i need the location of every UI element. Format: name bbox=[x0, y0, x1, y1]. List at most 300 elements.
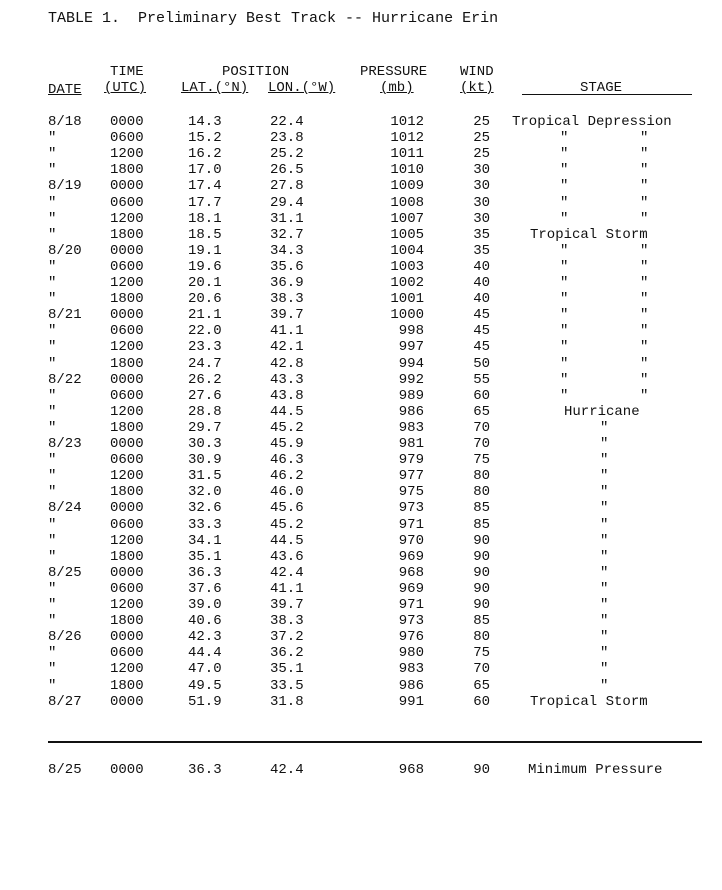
cell-lat: 51.9 bbox=[188, 693, 222, 710]
cell-lon: 39.7 bbox=[270, 307, 304, 324]
cell-wind: 90 bbox=[473, 564, 490, 581]
cell-date: " bbox=[48, 452, 57, 469]
cell-wind: 25 bbox=[473, 130, 490, 147]
stage-header-rule bbox=[522, 94, 692, 95]
cell-date: " bbox=[48, 645, 57, 662]
cell-date: " bbox=[48, 130, 57, 147]
cell-pressure: 977 bbox=[398, 468, 424, 485]
ditto-mark: " bbox=[600, 548, 609, 565]
cell-lon: 25.2 bbox=[270, 146, 304, 163]
cell-date: " bbox=[48, 146, 57, 163]
cell-wind: 90 bbox=[473, 532, 490, 549]
cell-pressure: 976 bbox=[398, 629, 424, 646]
header-stage: STAGE bbox=[580, 80, 623, 96]
cell-wind: 55 bbox=[473, 371, 490, 388]
table-row bbox=[0, 500, 722, 516]
cell-pressure: 986 bbox=[398, 403, 424, 420]
ditto-mark: " bbox=[640, 291, 649, 308]
cell-lon: 36.9 bbox=[270, 275, 304, 291]
footer-pressure: 968 bbox=[398, 762, 424, 778]
cell-pressure: 970 bbox=[398, 532, 424, 549]
cell-wind: 45 bbox=[473, 323, 490, 340]
cell-lon: 31.8 bbox=[270, 693, 304, 710]
table-row bbox=[0, 694, 722, 710]
table-row bbox=[0, 484, 722, 500]
ditto-mark: " bbox=[640, 275, 649, 291]
cell-pressure: 1012 bbox=[390, 130, 424, 147]
cell-wind: 90 bbox=[473, 548, 490, 565]
ditto-mark: " bbox=[560, 242, 569, 259]
cell-date: 8/21 bbox=[48, 307, 82, 324]
cell-time: 0600 bbox=[110, 387, 144, 404]
cell-lat: 17.4 bbox=[188, 178, 222, 195]
ditto-mark: " bbox=[560, 130, 569, 147]
table-row bbox=[0, 162, 722, 178]
cell-date: 8/22 bbox=[48, 371, 82, 388]
table-row bbox=[0, 130, 722, 146]
cell-wind: 25 bbox=[473, 114, 490, 130]
cell-date: " bbox=[48, 355, 57, 372]
cell-time: 0600 bbox=[110, 194, 144, 211]
minimum-pressure-row bbox=[0, 762, 722, 778]
ditto-mark: " bbox=[640, 210, 649, 227]
cell-date: " bbox=[48, 258, 57, 275]
cell-date: " bbox=[48, 387, 57, 404]
table-row bbox=[0, 468, 722, 484]
cell-lat: 31.5 bbox=[188, 468, 222, 485]
cell-time: 0000 bbox=[110, 178, 144, 195]
cell-lat: 32.0 bbox=[188, 484, 222, 501]
cell-pressure: 969 bbox=[398, 548, 424, 565]
cell-pressure: 1005 bbox=[390, 226, 424, 243]
cell-time: 1800 bbox=[110, 677, 144, 694]
cell-date: " bbox=[48, 275, 57, 291]
cell-lon: 27.8 bbox=[270, 178, 304, 195]
cell-lon: 36.2 bbox=[270, 645, 304, 662]
cell-wind: 85 bbox=[473, 500, 490, 517]
table-row bbox=[0, 404, 722, 420]
cell-time: 0000 bbox=[110, 436, 144, 452]
header-time-unit: (UTC) bbox=[104, 80, 147, 96]
cell-date: " bbox=[48, 516, 57, 533]
cell-lat: 21.1 bbox=[188, 307, 222, 324]
cell-lon: 35.1 bbox=[270, 661, 304, 678]
table-row bbox=[0, 517, 722, 533]
cell-wind: 40 bbox=[473, 258, 490, 275]
cell-wind: 90 bbox=[473, 580, 490, 597]
cell-time: 0000 bbox=[110, 242, 144, 259]
cell-lat: 49.5 bbox=[188, 677, 222, 694]
ditto-mark: " bbox=[600, 645, 609, 662]
cell-time: 0600 bbox=[110, 258, 144, 275]
cell-lat: 19.6 bbox=[188, 258, 222, 275]
cell-wind: 30 bbox=[473, 210, 490, 227]
ditto-mark: " bbox=[600, 436, 609, 452]
ditto-mark: " bbox=[560, 339, 569, 356]
cell-time: 0600 bbox=[110, 645, 144, 662]
table-title: TABLE 1. Preliminary Best Track -- Hurricane Erin bbox=[48, 10, 499, 27]
cell-lat: 17.0 bbox=[188, 162, 222, 179]
table-row bbox=[0, 195, 722, 211]
cell-pressure: 994 bbox=[398, 355, 424, 372]
cell-lon: 34.3 bbox=[270, 242, 304, 259]
cell-lon: 33.5 bbox=[270, 677, 304, 694]
cell-pressure: 973 bbox=[398, 500, 424, 517]
cell-date: " bbox=[48, 194, 57, 211]
cell-lat: 35.1 bbox=[188, 548, 222, 565]
cell-pressure: 1002 bbox=[390, 275, 424, 291]
cell-wind: 65 bbox=[473, 403, 490, 420]
cell-pressure: 971 bbox=[398, 597, 424, 613]
cell-lat: 23.3 bbox=[188, 339, 222, 356]
cell-pressure: 992 bbox=[398, 371, 424, 388]
cell-pressure: 975 bbox=[398, 484, 424, 501]
cell-pressure: 991 bbox=[398, 693, 424, 710]
header-time-top: TIME bbox=[110, 64, 144, 80]
ditto-mark: " bbox=[600, 532, 609, 549]
cell-lon: 44.5 bbox=[270, 532, 304, 549]
cell-date: " bbox=[48, 468, 57, 485]
cell-date: 8/23 bbox=[48, 436, 82, 452]
cell-pressure: 1008 bbox=[390, 194, 424, 211]
cell-wind: 80 bbox=[473, 629, 490, 646]
cell-time: 1800 bbox=[110, 162, 144, 179]
cell-lon: 43.3 bbox=[270, 371, 304, 388]
cell-time: 1200 bbox=[110, 146, 144, 163]
footer-lat: 36.3 bbox=[188, 762, 222, 778]
cell-lat: 20.1 bbox=[188, 275, 222, 291]
cell-lon: 42.4 bbox=[270, 564, 304, 581]
ditto-mark: " bbox=[600, 500, 609, 517]
cell-pressure: 980 bbox=[398, 645, 424, 662]
cell-wind: 30 bbox=[473, 178, 490, 195]
cell-pressure: 981 bbox=[398, 436, 424, 452]
footer-date: 8/25 bbox=[48, 762, 82, 778]
cell-pressure: 989 bbox=[398, 387, 424, 404]
cell-date: " bbox=[48, 597, 57, 613]
cell-pressure: 973 bbox=[398, 613, 424, 630]
cell-pressure: 1000 bbox=[390, 307, 424, 324]
table-row bbox=[0, 146, 722, 162]
header-pressure-unit: (mb) bbox=[380, 80, 414, 96]
cell-pressure: 983 bbox=[398, 661, 424, 678]
table-row bbox=[0, 581, 722, 597]
cell-lon: 38.3 bbox=[270, 613, 304, 630]
ditto-mark: " bbox=[640, 307, 649, 324]
cell-pressure: 1009 bbox=[390, 178, 424, 195]
ditto-mark: " bbox=[560, 178, 569, 195]
table-row bbox=[0, 533, 722, 549]
cell-pressure: 983 bbox=[398, 419, 424, 436]
ditto-mark: " bbox=[560, 387, 569, 404]
stage-label: Tropical Storm bbox=[530, 693, 648, 710]
cell-wind: 90 bbox=[473, 597, 490, 613]
cell-wind: 35 bbox=[473, 242, 490, 259]
cell-time: 1200 bbox=[110, 403, 144, 420]
cell-pressure: 969 bbox=[398, 580, 424, 597]
stage-label: Tropical Depression bbox=[512, 114, 672, 130]
cell-pressure: 971 bbox=[398, 516, 424, 533]
cell-time: 1200 bbox=[110, 661, 144, 678]
cell-wind: 80 bbox=[473, 484, 490, 501]
cell-date: 8/19 bbox=[48, 178, 82, 195]
stage-label: Tropical Storm bbox=[530, 226, 648, 243]
cell-lat: 18.5 bbox=[188, 226, 222, 243]
cell-date: " bbox=[48, 210, 57, 227]
ditto-mark: " bbox=[640, 258, 649, 275]
ditto-mark: " bbox=[560, 194, 569, 211]
cell-wind: 80 bbox=[473, 468, 490, 485]
cell-lon: 46.0 bbox=[270, 484, 304, 501]
table-row bbox=[0, 259, 722, 275]
ditto-mark: " bbox=[640, 339, 649, 356]
cell-lat: 33.3 bbox=[188, 516, 222, 533]
table-row bbox=[0, 275, 722, 291]
cell-pressure: 1011 bbox=[390, 146, 424, 163]
cell-wind: 35 bbox=[473, 226, 490, 243]
cell-lon: 45.6 bbox=[270, 500, 304, 517]
ditto-mark: " bbox=[600, 597, 609, 613]
cell-lon: 43.8 bbox=[270, 387, 304, 404]
cell-date: " bbox=[48, 323, 57, 340]
cell-date: 8/18 bbox=[48, 114, 82, 130]
cell-time: 0600 bbox=[110, 580, 144, 597]
ditto-mark: " bbox=[600, 661, 609, 678]
table-row bbox=[0, 452, 722, 468]
cell-time: 1200 bbox=[110, 275, 144, 291]
cell-time: 1800 bbox=[110, 419, 144, 436]
footer-lon: 42.4 bbox=[270, 762, 304, 778]
table-row bbox=[0, 114, 722, 130]
header-wind-top: WIND bbox=[460, 64, 494, 80]
table-row bbox=[0, 420, 722, 436]
table-row bbox=[0, 613, 722, 629]
cell-lon: 45.2 bbox=[270, 516, 304, 533]
cell-pressure: 979 bbox=[398, 452, 424, 469]
cell-time: 1800 bbox=[110, 548, 144, 565]
ditto-mark: " bbox=[600, 564, 609, 581]
cell-lat: 37.6 bbox=[188, 580, 222, 597]
header-date: DATE bbox=[48, 82, 82, 98]
cell-time: 1800 bbox=[110, 355, 144, 372]
cell-lon: 43.6 bbox=[270, 548, 304, 565]
ditto-mark: " bbox=[640, 194, 649, 211]
cell-lon: 41.1 bbox=[270, 580, 304, 597]
cell-wind: 40 bbox=[473, 275, 490, 291]
cell-lon: 41.1 bbox=[270, 323, 304, 340]
cell-date: " bbox=[48, 613, 57, 630]
table-row bbox=[0, 661, 722, 677]
table-row bbox=[0, 436, 722, 452]
cell-time: 0000 bbox=[110, 500, 144, 517]
cell-lon: 46.2 bbox=[270, 468, 304, 485]
cell-wind: 45 bbox=[473, 339, 490, 356]
ditto-mark: " bbox=[640, 162, 649, 179]
table-row bbox=[0, 356, 722, 372]
ditto-mark: " bbox=[560, 210, 569, 227]
ditto-mark: " bbox=[560, 355, 569, 372]
cell-time: 0600 bbox=[110, 323, 144, 340]
cell-time: 0000 bbox=[110, 371, 144, 388]
table-row bbox=[0, 597, 722, 613]
cell-lon: 42.8 bbox=[270, 355, 304, 372]
cell-time: 1200 bbox=[110, 532, 144, 549]
cell-lon: 37.2 bbox=[270, 629, 304, 646]
header-position: POSITION bbox=[222, 64, 290, 80]
cell-time: 0000 bbox=[110, 564, 144, 581]
ditto-mark: " bbox=[640, 146, 649, 163]
ditto-mark: " bbox=[640, 355, 649, 372]
cell-lat: 47.0 bbox=[188, 661, 222, 678]
ditto-mark: " bbox=[640, 242, 649, 259]
ditto-mark: " bbox=[640, 178, 649, 195]
cell-lat: 30.3 bbox=[188, 436, 222, 452]
table-row bbox=[0, 227, 722, 243]
cell-lat: 28.8 bbox=[188, 403, 222, 420]
cell-lat: 19.1 bbox=[188, 242, 222, 259]
cell-pressure: 1004 bbox=[390, 242, 424, 259]
cell-lon: 35.6 bbox=[270, 258, 304, 275]
cell-date: 8/26 bbox=[48, 629, 82, 646]
table-row bbox=[0, 339, 722, 355]
cell-wind: 30 bbox=[473, 194, 490, 211]
cell-time: 1200 bbox=[110, 468, 144, 485]
cell-pressure: 998 bbox=[398, 323, 424, 340]
cell-lat: 17.7 bbox=[188, 194, 222, 211]
cell-lat: 26.2 bbox=[188, 371, 222, 388]
table-row bbox=[0, 678, 722, 694]
header-lat: LAT.(°N) bbox=[181, 80, 249, 96]
cell-wind: 60 bbox=[473, 693, 490, 710]
cell-date: 8/20 bbox=[48, 242, 82, 259]
ditto-mark: " bbox=[600, 629, 609, 646]
ditto-mark: " bbox=[560, 162, 569, 179]
cell-date: 8/27 bbox=[48, 693, 82, 710]
ditto-mark: " bbox=[600, 484, 609, 501]
ditto-mark: " bbox=[600, 580, 609, 597]
ditto-mark: " bbox=[600, 516, 609, 533]
cell-wind: 25 bbox=[473, 146, 490, 163]
cell-pressure: 1012 bbox=[390, 114, 424, 130]
cell-lat: 42.3 bbox=[188, 629, 222, 646]
cell-lat: 44.4 bbox=[188, 645, 222, 662]
ditto-mark: " bbox=[600, 613, 609, 630]
cell-lat: 34.1 bbox=[188, 532, 222, 549]
table-row bbox=[0, 388, 722, 404]
cell-time: 1200 bbox=[110, 339, 144, 356]
cell-date: " bbox=[48, 677, 57, 694]
footer-time: 0000 bbox=[110, 762, 144, 778]
ditto-mark: " bbox=[560, 371, 569, 388]
cell-lat: 15.2 bbox=[188, 130, 222, 147]
cell-wind: 45 bbox=[473, 307, 490, 324]
table-row bbox=[0, 291, 722, 307]
cell-lat: 22.0 bbox=[188, 323, 222, 340]
cell-time: 0000 bbox=[110, 114, 144, 130]
cell-wind: 60 bbox=[473, 387, 490, 404]
cell-wind: 40 bbox=[473, 291, 490, 308]
cell-lat: 14.3 bbox=[188, 114, 222, 130]
cell-wind: 70 bbox=[473, 419, 490, 436]
table-row bbox=[0, 243, 722, 259]
cell-pressure: 968 bbox=[398, 564, 424, 581]
cell-wind: 85 bbox=[473, 613, 490, 630]
cell-date: " bbox=[48, 419, 57, 436]
ditto-mark: " bbox=[640, 387, 649, 404]
cell-time: 1800 bbox=[110, 613, 144, 630]
header-wind-unit: (kt) bbox=[460, 80, 494, 96]
cell-wind: 75 bbox=[473, 645, 490, 662]
ditto-mark: " bbox=[560, 275, 569, 291]
cell-lat: 29.7 bbox=[188, 419, 222, 436]
ditto-mark: " bbox=[640, 130, 649, 147]
table-row bbox=[0, 178, 722, 194]
table-row bbox=[0, 372, 722, 388]
table-row bbox=[0, 645, 722, 661]
cell-time: 1200 bbox=[110, 210, 144, 227]
cell-lon: 38.3 bbox=[270, 291, 304, 308]
ditto-mark: " bbox=[600, 419, 609, 436]
cell-wind: 70 bbox=[473, 436, 490, 452]
cell-pressure: 1010 bbox=[390, 162, 424, 179]
cell-lon: 29.4 bbox=[270, 194, 304, 211]
cell-date: " bbox=[48, 291, 57, 308]
ditto-mark: " bbox=[560, 307, 569, 324]
cell-time: 1800 bbox=[110, 291, 144, 308]
cell-lon: 32.7 bbox=[270, 226, 304, 243]
cell-pressure: 986 bbox=[398, 677, 424, 694]
cell-lat: 16.2 bbox=[188, 146, 222, 163]
cell-wind: 75 bbox=[473, 452, 490, 469]
cell-date: " bbox=[48, 403, 57, 420]
cell-lon: 23.8 bbox=[270, 130, 304, 147]
cell-lon: 22.4 bbox=[270, 114, 304, 130]
cell-time: 0000 bbox=[110, 307, 144, 324]
cell-date: 8/25 bbox=[48, 564, 82, 581]
cell-date: " bbox=[48, 226, 57, 243]
cell-lon: 44.5 bbox=[270, 403, 304, 420]
cell-lat: 30.9 bbox=[188, 452, 222, 469]
cell-lat: 24.7 bbox=[188, 355, 222, 372]
table-row bbox=[0, 565, 722, 581]
table-row bbox=[0, 211, 722, 227]
cell-wind: 50 bbox=[473, 355, 490, 372]
table-row bbox=[0, 307, 722, 323]
cell-wind: 85 bbox=[473, 516, 490, 533]
ditto-mark: " bbox=[640, 323, 649, 340]
cell-date: " bbox=[48, 532, 57, 549]
table-row bbox=[0, 549, 722, 565]
ditto-mark: " bbox=[600, 677, 609, 694]
cell-time: 0000 bbox=[110, 693, 144, 710]
cell-lat: 18.1 bbox=[188, 210, 222, 227]
footer-stage: Minimum Pressure bbox=[528, 762, 663, 778]
cell-lat: 36.3 bbox=[188, 564, 222, 581]
cell-pressure: 997 bbox=[398, 339, 424, 356]
cell-lat: 39.0 bbox=[188, 597, 222, 613]
ditto-mark: " bbox=[560, 146, 569, 163]
ditto-mark: " bbox=[640, 371, 649, 388]
cell-date: " bbox=[48, 484, 57, 501]
ditto-mark: " bbox=[560, 258, 569, 275]
cell-date: 8/24 bbox=[48, 500, 82, 517]
ditto-mark: " bbox=[560, 291, 569, 308]
table-row bbox=[0, 629, 722, 645]
cell-pressure: 1007 bbox=[390, 210, 424, 227]
cell-wind: 70 bbox=[473, 661, 490, 678]
cell-date: " bbox=[48, 339, 57, 356]
stage-label: Hurricane bbox=[564, 403, 640, 420]
